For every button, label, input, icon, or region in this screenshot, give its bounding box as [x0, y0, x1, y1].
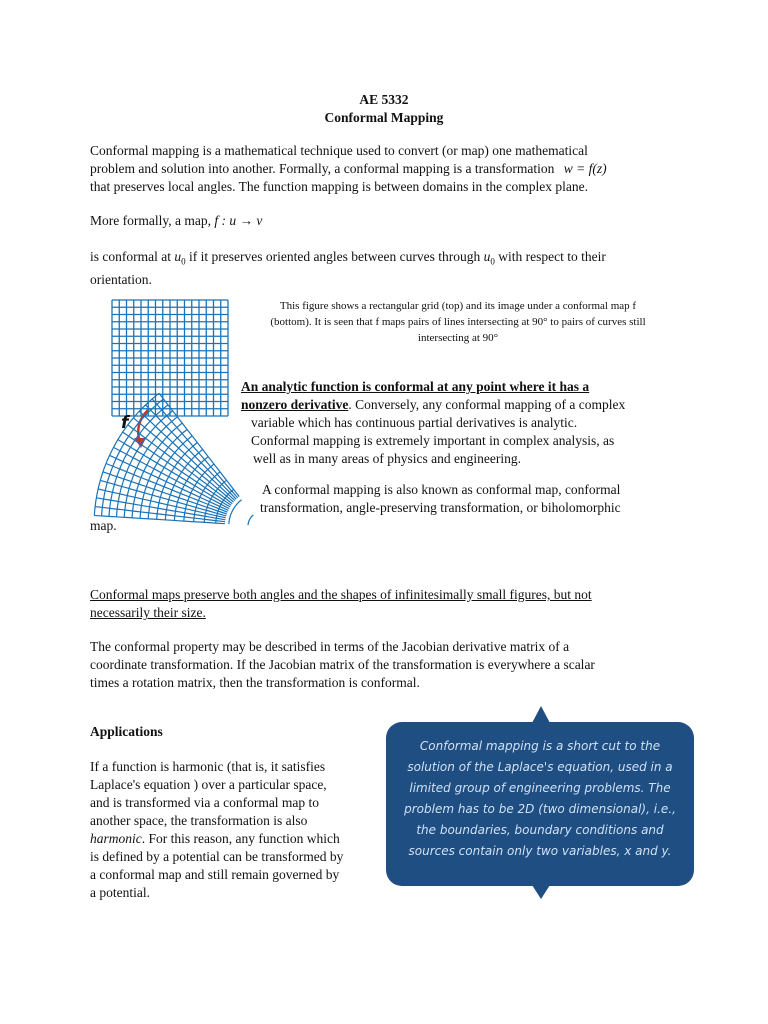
intro-line: Conformal mapping is a mathematical technique used to convert (or map) one mathematical — [90, 143, 588, 158]
applications-line: Laplace's equation ) over a particular space, — [90, 777, 327, 792]
formal-text: More formally, a map, — [90, 213, 211, 228]
figure-caption — [236, 298, 680, 346]
intro-line: that preserves local angles. The function mapping is between domains in the complex plane. — [90, 179, 588, 194]
conformal-line: orientation. — [90, 271, 152, 287]
analytic-bold-text: An analytic function is conformal at any point where it has a — [241, 379, 590, 394]
formal-formula: f : u → v — [214, 213, 263, 228]
applications-line: a conformal map and still remain governed by — [90, 867, 340, 882]
callout-line: solution of the Laplace's equation, used in a — [407, 760, 673, 774]
conformal-line — [90, 248, 690, 271]
jacobian-line: times a rotation matrix, then the transformation is conformal. — [90, 675, 420, 690]
course-code: AE 5332 — [359, 92, 409, 107]
preserve-line: necessarily their size. — [90, 605, 206, 620]
applications-text: . For this reason, any function which — [141, 831, 340, 846]
u0-symbol: u — [174, 249, 182, 264]
formal-definition — [90, 212, 262, 230]
conformal-text: with respect to their — [498, 249, 606, 264]
caption-line: This figure shows a rectangular grid (top) and its image under a conformal map f — [279, 300, 637, 312]
analytic-line — [241, 378, 681, 396]
analytic-line: variable which has continuous partial derivatives is analytic. — [251, 415, 578, 430]
u0-symbol: u — [483, 249, 491, 264]
callout-line: Conformal mapping is a short cut to the — [419, 739, 661, 753]
analytic-text: . Conversely, any conformal mapping of a complex — [348, 397, 626, 412]
applications-line: a potential. — [90, 885, 150, 900]
analytic-bold-text: nonzero derivative — [241, 397, 349, 412]
aka-line: map. — [90, 518, 117, 533]
u0-subscript: 0 — [490, 256, 495, 267]
callout-line: problem has to be 2D (two dimensional), i.e., — [404, 802, 676, 816]
conformal-text: is conformal at — [90, 249, 171, 264]
applications-line: If a function is harmonic (that is, it satisfies — [90, 759, 326, 774]
intro-text: problem and solution into another. Formally, a conformal mapping is a transformation — [90, 161, 555, 176]
conformal-at-paragraph — [90, 248, 690, 289]
conformal-map-figure — [90, 298, 260, 538]
jacobian-line: The conformal property may be described in terms of the Jacobian derivative matrix of a — [90, 639, 570, 654]
applications-paragraph — [90, 758, 390, 902]
preserve-paragraph — [90, 586, 690, 622]
aka-line: A conformal mapping is also known as conformal map, conformal — [262, 482, 621, 497]
intro-paragraph — [90, 142, 690, 196]
analytic-paragraph — [241, 378, 681, 468]
applications-line: is defined by a potential can be transformed by — [90, 849, 344, 864]
callout-notch-bottom — [532, 885, 550, 899]
aka-paragraph — [262, 481, 682, 517]
callout-notch-top — [532, 706, 550, 723]
callout-line: the boundaries, boundary conditions and — [416, 823, 664, 837]
aka-line: transformation, angle-preserving transformation, or biholomorphic — [260, 500, 621, 515]
caption-line: (bottom). It is seen that f maps pairs of lines intersecting at 90° to pairs of curves still — [270, 316, 646, 328]
analytic-line: Conformal mapping is extremely important in complex analysis, as — [251, 433, 615, 448]
conformal-text: if it preserves oriented angles between curves through — [188, 249, 481, 264]
rectangular-grid — [112, 300, 228, 416]
map-label: f — [121, 413, 129, 433]
callout-text — [396, 736, 684, 862]
jacobian-paragraph — [90, 638, 690, 692]
mapped-curvilinear-grid — [94, 393, 253, 525]
applications-line — [90, 830, 390, 848]
grid-ray — [152, 399, 238, 498]
analytic-line — [241, 396, 681, 414]
grid-arc — [248, 515, 253, 525]
grid-ray — [139, 411, 235, 500]
jacobian-line: coordinate transformation. If the Jacobian matrix of the transformation is everywhere a scalar — [90, 657, 595, 672]
grid-ray — [128, 425, 232, 504]
intro-line — [90, 160, 690, 178]
analytic-line: well as in many areas of physics and engineering. — [253, 451, 522, 466]
applications-heading: Applications — [90, 724, 163, 739]
preserve-line: Conformal maps preserve both angles and the shapes of infinitesimally small figures, but not — [90, 587, 592, 602]
grid-ray — [103, 472, 227, 514]
callout-line: limited group of engineering problems. The — [409, 781, 671, 795]
applications-line: and is transformed via a conformal map to — [90, 795, 320, 810]
applications-line: another space, the transformation is also — [90, 813, 308, 828]
caption-line: intersecting at 90° — [417, 332, 499, 344]
grid-arc — [229, 500, 242, 524]
callout-line: sources contain only two variables, x and y. — [408, 844, 672, 858]
page-title: Conformal Mapping — [324, 110, 444, 125]
u0-subscript: 0 — [181, 256, 186, 267]
harmonic-word: harmonic — [90, 831, 142, 846]
intro-formula: w = f(z) — [563, 161, 607, 176]
